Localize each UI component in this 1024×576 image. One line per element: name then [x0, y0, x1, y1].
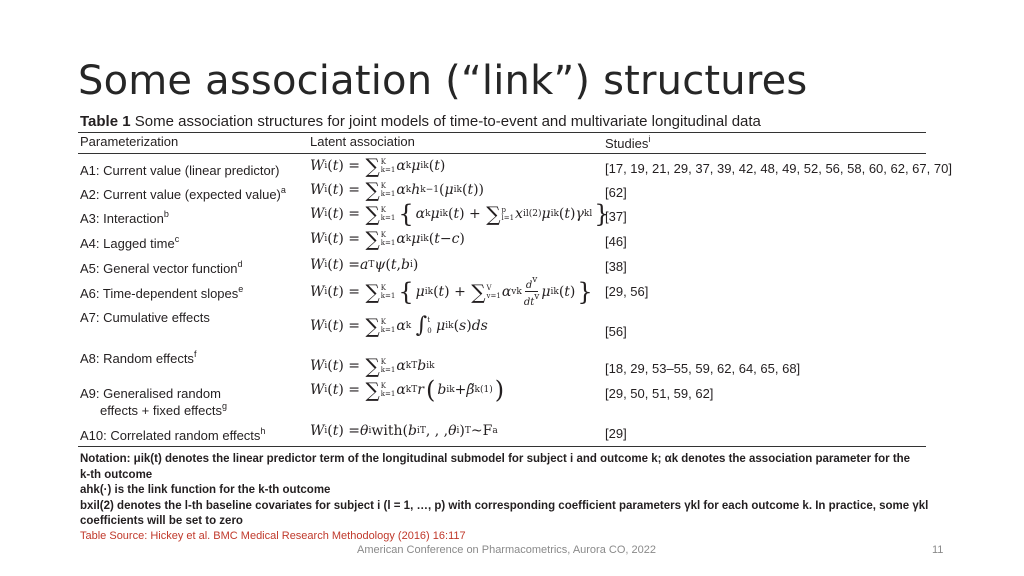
table-row-studies: [29] [605, 426, 627, 441]
table-row-studies: [37] [605, 209, 627, 224]
table-source: Table Source: Hickey et al. BMC Medical Research Methodology (2016) 16:117 [80, 530, 466, 542]
table-row-param: A6: Time-dependent slopes$^e$ [80, 284, 244, 301]
header-parameterization: Parameterization [80, 134, 179, 149]
table-row-param: A10: Correlated random effects$^h$ [80, 426, 266, 443]
note-line: ahk(·) is the link function for the k-th outcome [80, 484, 331, 496]
table-caption [80, 113, 761, 130]
table-caption-label: Table 1 [80, 113, 131, 130]
table-row-studies: [62] [605, 185, 627, 200]
note-line: bxil(2) denotes the l-th baseline covariates for subject i (l = 1, …, p) with corresponding coefficient parameters γkl for each outcome k. In practice, some γkl [80, 499, 929, 512]
formula-a7: W i ( t ) = ∑ K k=1 α k ∫ t 0 μ ik ( s ) ds [310, 313, 488, 338]
header-studies [605, 134, 650, 151]
table-row-param: A5: General vector function$^d$ [80, 259, 243, 276]
table-row-studies: [29, 56] [605, 284, 649, 299]
table-caption-text: Some association structures for joint models of time-to-event and multivariate longitudinal data [134, 113, 761, 130]
formula-a2: W i ( t ) = ∑ K k=1 α k h k −1 ( μ ik ( t )) [310, 178, 485, 202]
formula-a10: W i ( t ) = θ i with( b i T , , , θ i ) T ~F a [310, 423, 498, 439]
header-studies-label: Studies [605, 136, 649, 151]
table-bottom-rule [78, 446, 926, 447]
table-row-param: A7: Cumulative effects [80, 310, 210, 325]
table-row-param: A4: Lagged time$^c$ [80, 234, 180, 251]
table-row-studies: [46] [605, 234, 627, 249]
formula-a5: W i ( t ) = a T ψ ( t , b i ) [310, 257, 419, 273]
table-row-param: A3: Interaction$^b$ [80, 209, 169, 226]
table-notes [80, 452, 928, 530]
table-row-param: A1: Current value (linear predictor) [80, 163, 280, 178]
table-row-studies: [29, 50, 51, 59, 62] [605, 386, 714, 401]
table-row-studies: [38] [605, 259, 627, 274]
header-latent-association: Latent association [310, 134, 415, 149]
header-studies-sup: i [648, 134, 651, 144]
formula-a9: W i ( t ) = ∑ K k=1 α k T r ( b ik + β̃ k (1) ) [310, 376, 505, 404]
table-header-rule [78, 153, 926, 154]
formula-a6: W i ( t ) = ∑ K k=1 { μ ik ( t ) + ∑ V v=1 α vk $\frac{dv}{\text{dtv}}$ μ ik ( t ) } [310, 275, 593, 308]
note-line: coefficients will be set to zero [80, 515, 243, 527]
slide-title: Some association (“link”) structures [78, 58, 808, 104]
formula-a1: W i ( t ) = ∑ K k=1 α k μ ik ( t ) [310, 154, 446, 178]
slide-footer: American Conference on Pharmacometrics, Aurora CO, 2022 [357, 544, 656, 556]
table-top-rule [78, 132, 926, 133]
formula-a8: W i ( t ) = ∑ K k=1 α k T b ik [310, 354, 435, 378]
note-line: k-th outcome [80, 468, 153, 481]
table-row-param-cont: effects + fixed effects$^g$ [100, 401, 228, 418]
formula-a3: W i ( t ) = ∑ K k=1 { α k μ ik ( t ) + ∑ p l=1 x il (2) μ ik ( t ) γ kl } [310, 200, 610, 228]
page-number: 11 [932, 544, 944, 556]
table-row-studies: [56] [605, 324, 627, 339]
table-row-studies: [18, 29, 53–55, 59, 62, 64, 65, 68] [605, 361, 801, 376]
formula-a4: W i ( t ) = ∑ K k=1 α k μ ik ( t − c ) [310, 227, 465, 251]
table-row-param: A9: Generalised random [80, 386, 221, 401]
table-row-studies: [17, 19, 21, 29, 37, 39, 42, 48, 49, 52, 56, 58, 60, 62, 67, 70] [605, 161, 952, 176]
table-row-param: A8: Random effects$^f$ [80, 349, 197, 366]
note-line: Notation: μik(t) denotes the linear predictor term of the longitudinal submodel for subject i and outcome k; αk denotes the association parameter for the [80, 453, 911, 465]
table-row-param: A2: Current value (expected value)$^a$ [80, 185, 286, 202]
